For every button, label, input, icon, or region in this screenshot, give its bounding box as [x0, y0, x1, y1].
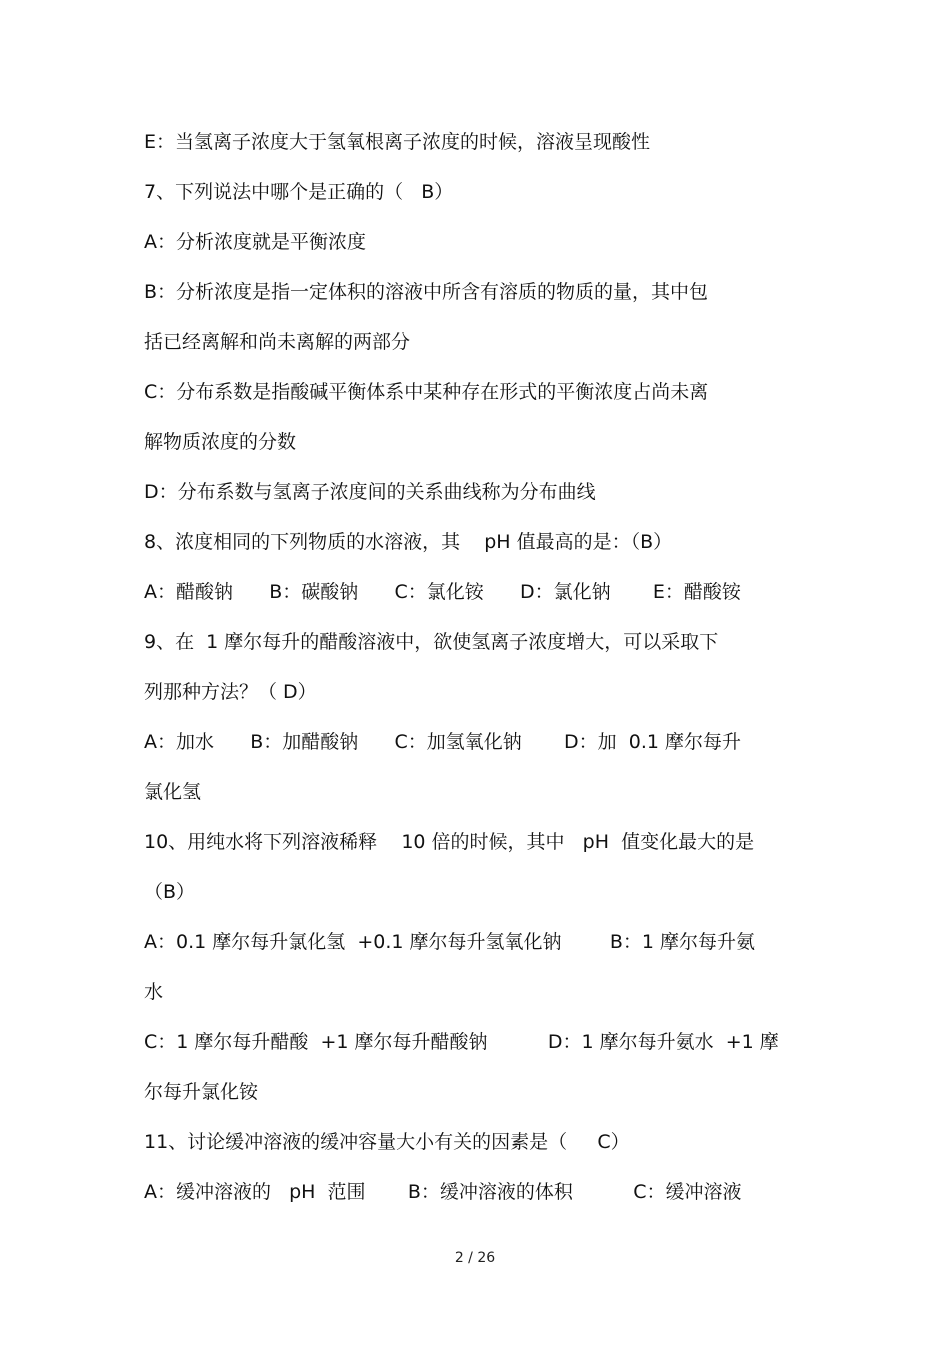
text-line: A：缓冲溶液的 pH 范围 B：缓冲溶液的体积 C：缓冲溶液 [144, 1181, 742, 1203]
text-line: A：加水 B：加醋酸钠 C：加氢氧化钠 D：加 0.1 摩尔每升 [144, 731, 742, 753]
text-line: 9、在 1 摩尔每升的醋酸溶液中，欲使氢离子浓度增大，可以采取下 [144, 631, 719, 653]
text-line: E：当氢离子浓度大于氢氧根离子浓度的时候，溶液呈现酸性 [144, 131, 651, 153]
text-line: 解物质浓度的分数 [144, 431, 297, 453]
text-line: A：醋酸钠 B：碳酸钠 C：氯化铵 D：氯化钠 E：醋酸铵 [144, 581, 741, 603]
text-line: 10、用纯水将下列溶液稀释 10 倍的时候，其中 pH 值变化最大的是 [144, 831, 755, 853]
text-line: 列那种方法？（ D） [144, 681, 317, 703]
text-line: C：分布系数是指酸碱平衡体系中某种存在形式的平衡浓度占尚未离 [144, 381, 709, 403]
text-line: 括已经离解和尚未离解的两部分 [144, 331, 411, 353]
text-line: C：1 摩尔每升醋酸 +1 摩尔每升醋酸钠 D：1 摩尔每升氨水 +1 摩 [144, 1031, 779, 1053]
text-line: 水 [144, 981, 164, 1003]
text-line: B：分析浓度是指一定体积的溶液中所含有溶质的物质的量，其中包 [144, 281, 709, 303]
text-line: 氯化氢 [144, 781, 202, 803]
page-number: 2 / 26 [454, 1250, 496, 1266]
text-line: 7、下列说法中哪个是正确的（ B） [144, 181, 454, 203]
text-line: A：分析浓度就是平衡浓度 [144, 231, 366, 253]
text-line: 8、浓度相同的下列物质的水溶液，其 pH 值最高的是：（B） [144, 531, 673, 553]
text-line: A：0.1 摩尔每升氯化氢 +0.1 摩尔每升氢氧化钠 B：1 摩尔每升氨 [144, 931, 755, 953]
text-line: 11、讨论缓冲溶液的缓冲容量大小有关的因素是（ C） [144, 1131, 630, 1153]
text-line: 尔每升氯化铵 [144, 1081, 259, 1103]
text-line: （B） [144, 881, 196, 903]
text-line: D：分布系数与氢离子浓度间的关系曲线称为分布曲线 [144, 481, 596, 503]
